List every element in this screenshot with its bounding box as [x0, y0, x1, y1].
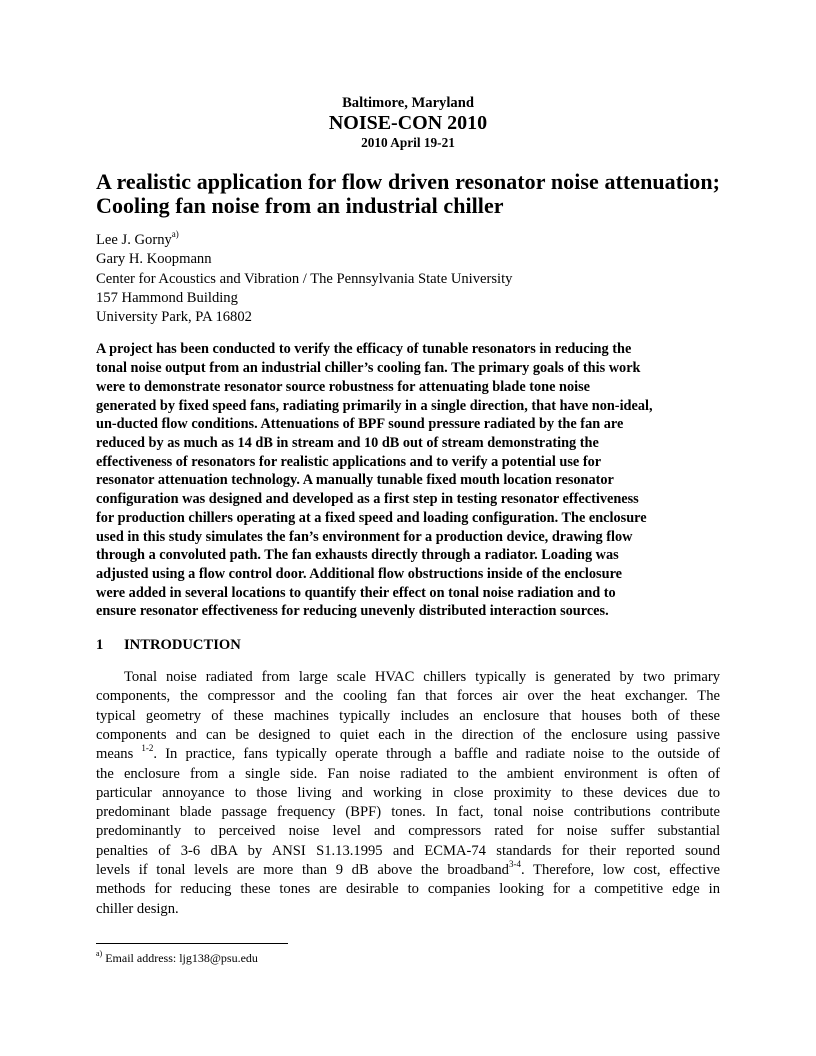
- footnote-mark: a): [96, 949, 103, 958]
- section-title: INTRODUCTION: [124, 637, 241, 654]
- section-heading: [96, 636, 720, 654]
- footnote-divider: [96, 943, 288, 944]
- conference-name: NOISE-CON 2010: [328, 112, 488, 134]
- citation-superscript: 1-2: [141, 743, 154, 754]
- section-number: 1: [96, 637, 104, 654]
- paragraph-line: the enclosure from a single side. Fan noise radiated to the ambient environment is often of: [96, 765, 720, 782]
- author-1-footnote-mark: a): [171, 229, 179, 240]
- paragraph-line: components, the compressor and the cooling fan that forces air over the heat exchanger. The: [96, 688, 720, 705]
- paragraph-line: penalties of 3-6 dBA by ANSI S1.13.1995 and ECMA-74 standards for their reported sound: [96, 842, 720, 859]
- abstract-line: A project has been conducted to verify the efficacy of tunable resonators in reducing the: [96, 341, 632, 358]
- address-line-1: 157 Hammond Building: [96, 289, 238, 306]
- abstract-line: resonator attenuation technology. A manually tunable fixed mouth location resonator: [96, 472, 614, 489]
- paragraph-line: particular annoyance to those living and working in close proximity to these devices due to: [96, 784, 720, 801]
- conference-date: 2010 April 19-21: [361, 135, 455, 150]
- footnote: [96, 951, 258, 966]
- abstract-line: reduced by as much as 14 dB in stream and 10 dB out of stream demonstrating the: [96, 435, 599, 451]
- paragraph-line: Tonal noise radiated from large scale HVAC chillers typically is generated by two primary: [124, 669, 720, 686]
- paragraph-line: [96, 861, 720, 880]
- paragraph-text: . Therefore, low cost, effective: [520, 862, 721, 878]
- abstract-line: tonal noise output from an industrial chiller’s cooling fan. The primary goals of this work: [96, 360, 641, 377]
- address-line-2: University Park, PA 16802: [96, 309, 252, 326]
- abstract: [96, 340, 720, 621]
- paper-title-line-2: Cooling fan noise from an industrial chiller: [96, 193, 504, 218]
- conference-location: Baltimore, Maryland: [342, 95, 474, 111]
- abstract-line: ensure resonator effectiveness for reducing unevenly distributed interaction sources.: [96, 603, 609, 620]
- paper-title-line-1: A realistic application for flow driven resonator noise attenuation;: [96, 169, 720, 194]
- introduction-paragraph: [96, 668, 720, 919]
- paragraph-line: typical geometry of these machines typically includes an enclosure that houses both of these: [96, 707, 720, 724]
- paper-title: [96, 170, 720, 218]
- paragraph-line: chiller design.: [96, 900, 179, 917]
- footnote-text: Email address: ljg138@psu.edu: [102, 951, 258, 965]
- author-block: [96, 231, 720, 327]
- abstract-line: through a convoluted path. The fan exhausts directly through a radiator. Loading was: [96, 547, 619, 564]
- abstract-line: for production chillers operating at a fixed speed and loading configuration. The enclosure: [96, 509, 647, 526]
- author-1: [96, 231, 720, 250]
- paragraph-line: components and can be designed to quiet each in the direction of the enclosure using passive: [96, 726, 720, 743]
- abstract-line: configuration was designed and developed as a first step in testing resonator effectiveness: [96, 491, 639, 508]
- affiliation: Center for Acoustics and Vibration / The Pennsylvania State University: [96, 270, 513, 287]
- abstract-line: were to demonstrate resonator source robustness for attenuating blade tone noise: [96, 378, 591, 395]
- abstract-line: used in this study simulates the fan’s environment for a production device, drawing flow: [96, 528, 633, 545]
- paragraph-text: levels if tonal levels are more than 9 dB above the broadband: [96, 862, 509, 878]
- abstract-line: generated by fixed speed fans, radiating primarily in a single direction, that have non-ideal,: [96, 397, 653, 414]
- abstract-line: effectiveness of resonators for realistic applications and to verify a potential use for: [96, 453, 602, 470]
- paragraph-line: predominant blade passage frequency (BPF) tones. In fact, tonal noise contributions contribute: [96, 804, 720, 821]
- author-2: Gary H. Koopmann: [96, 251, 212, 268]
- author-1-name: Lee J. Gorny: [96, 232, 172, 248]
- paragraph-line: methods for reducing these tones are desirable to companies looking for a competitive edge in: [96, 881, 720, 898]
- abstract-line: adjusted using a flow control door. Additional flow obstructions inside of the enclosure: [96, 565, 623, 582]
- abstract-line: were added in several locations to quantify their effect on tonal noise radiation and to: [96, 584, 616, 601]
- citation-superscript: 3-4: [508, 859, 521, 870]
- conference-header: [96, 94, 720, 151]
- paragraph-text: . In practice, fans typically operate through a baffle and radiate noise to the outside of: [153, 746, 720, 763]
- abstract-line: un-ducted flow conditions. Attenuations of BPF sound pressure radiated by the fan are: [96, 416, 624, 433]
- paragraph-text: means: [96, 746, 142, 763]
- paper-page: [96, 94, 720, 919]
- paragraph-line: [96, 745, 720, 764]
- paragraph-line: predominantly to perceived noise level and compressors rated for noise suffer substantial: [96, 823, 720, 840]
